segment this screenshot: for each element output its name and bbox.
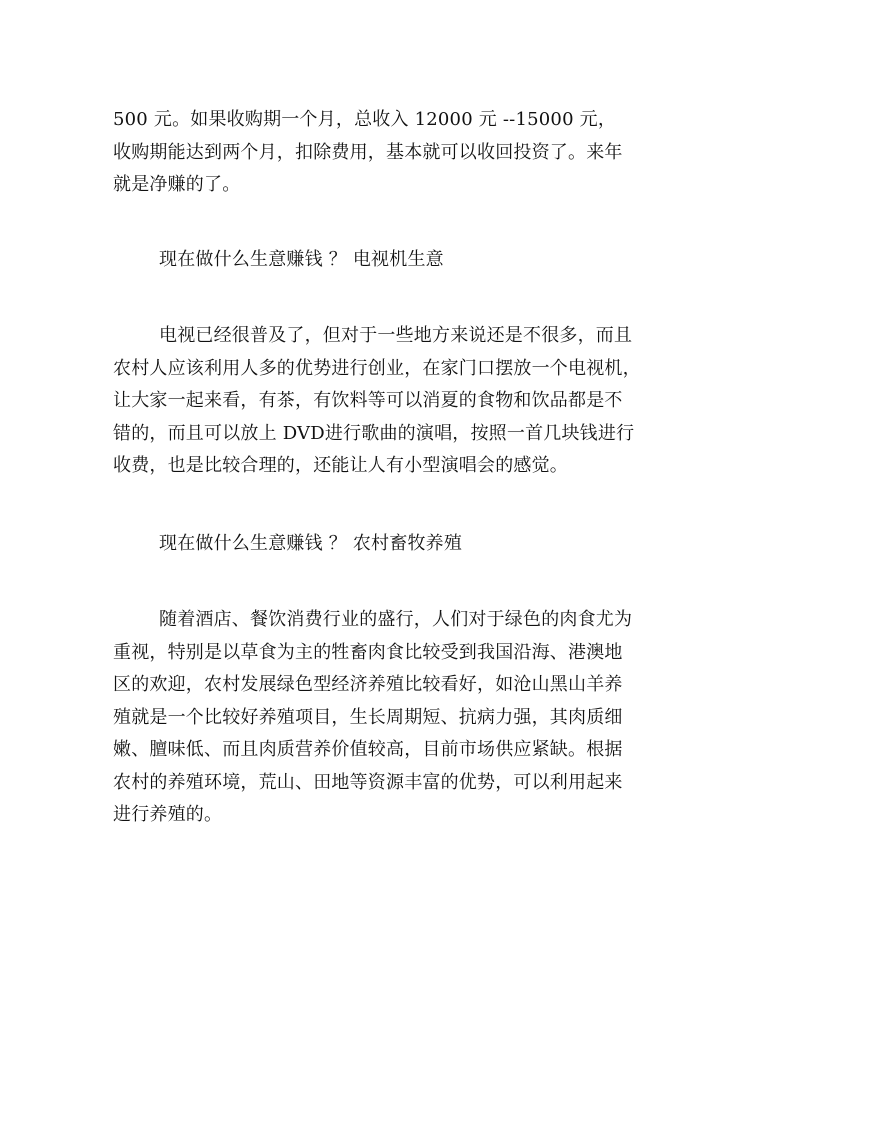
paragraph-line: 收购期能达到两个月，扣除费用，基本就可以收回投资了。来年 [113,141,623,163]
paragraph-line: 区的欢迎，农村发展绿色型经济养殖比较看好，如沧山黑山羊养 [113,674,623,695]
paragraph-line: 农村的养殖环境，荒山、田地等资源丰富的优势，可以利用起来 [113,771,623,793]
paragraph-line: 进行养殖的。 [113,804,223,825]
section-heading-tv-business [113,244,673,277]
paragraph-line: 重视，特别是以草食为主的牲畜肉食比较受到我国沿海、港澳地 [113,641,623,663]
paragraph-tv-business [113,320,673,483]
paragraph-line: 农村人应该利用人多的优势进行创业，在家门口摆放一个电视机， [113,357,641,379]
paragraph-line: 嫩、膻味低、而且肉质营养价值较高，目前市场供应紧缺。根据 [113,739,623,760]
section-heading-text: 现在做什么生意赚钱 ？ 电视机生意 [159,249,444,270]
section-heading-livestock [113,528,673,561]
paragraph-line: 殖就是一个比较好养殖项目，生长周期短、抗病力强，其肉质细 [113,706,623,728]
paragraph-line: 随着酒店、餐饮消费行业的盛行，人们对于绿色的肉食尤为 [159,609,633,630]
paragraph-line: 电视已经很普及了，但对于一些地方来说还是不很多，而且 [159,325,633,346]
paragraph-income [113,104,673,202]
paragraph-line: 就是净赚的了。 [113,174,241,195]
paragraph-line: 收费，也是比较合理的，还能让人有小型演唱会的感觉。 [113,455,568,476]
paragraph-line: 500 元。如果收购期一个月，总收入 12000 元 --15000 元， [113,109,617,130]
paragraph-line: 错的，而且可以放上 DVD进行歌曲的演唱，按照一首几块钱进行 [113,422,635,444]
paragraph-livestock [113,604,673,832]
section-heading-text: 现在做什么生意赚钱 ？ 农村畜牧养殖 [159,533,463,554]
paragraph-line: 让大家一起来看，有茶，有饮料等可以消夏的食物和饮品都是不 [113,390,623,411]
